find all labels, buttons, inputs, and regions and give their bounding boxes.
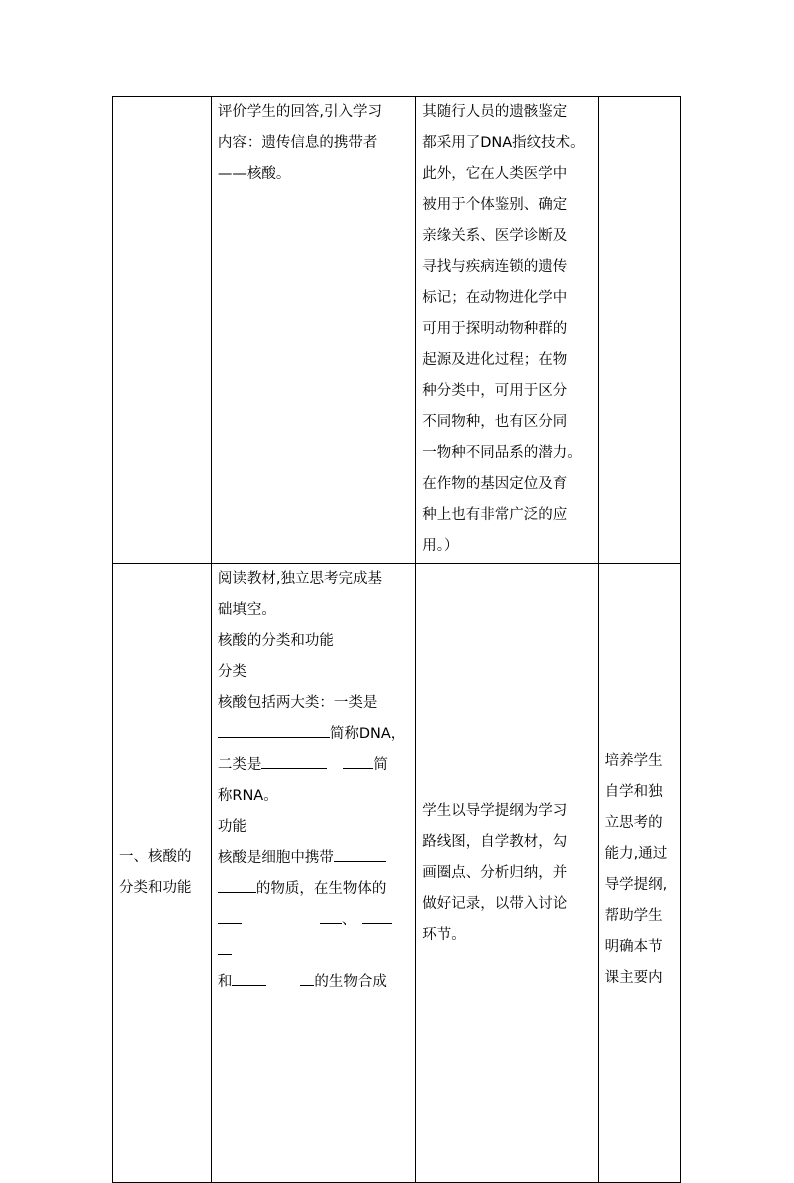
text-line: 内容：遗传信息的携带者 — [217, 135, 378, 151]
text-line: 导学提纲, — [604, 877, 668, 893]
text-line: 可用于探明动物种群的 — [422, 321, 568, 337]
fill-blank[interactable] — [232, 971, 266, 986]
heading-line: 功能 — [217, 819, 247, 835]
text-line: 种上也有非常广泛的应 — [422, 507, 568, 523]
text-line: 用。） — [422, 538, 459, 554]
lesson-plan-table — [112, 96, 681, 1183]
row2-student-activity-cell — [416, 564, 598, 1183]
text-line: 础填空。 — [217, 602, 276, 618]
text-line: 起源及进化过程；在物 — [422, 352, 568, 368]
text-line: 画圈点、分析归纳，并 — [422, 864, 568, 881]
fill-line: 、 — [218, 905, 409, 936]
text-line: 明确本节 — [604, 939, 663, 955]
text-line: 立思考的 — [604, 815, 663, 831]
text-line: 评价学生的回答,引入学习 — [217, 104, 382, 120]
text-line: 寻找与疾病连锁的遗传 — [422, 259, 568, 275]
row1-teacher-activity-cell — [211, 97, 415, 564]
text-line: 称RNA。 — [217, 788, 278, 804]
text-line: 核酸包括两大类：一类是 — [217, 695, 378, 711]
text-line: 培养学生 — [604, 753, 663, 769]
text-line: 在作物的基因定位及育 — [422, 476, 568, 492]
fill-line: 核酸是细胞中携带 — [218, 843, 409, 874]
fill-line: 和 的生物合成 — [218, 967, 409, 998]
fill-blank[interactable] — [362, 909, 392, 924]
fill-blank[interactable] — [261, 754, 327, 769]
stage-title-line: 分类和功能 — [119, 880, 192, 896]
text-line: 阅读教材,独立思考完成基 — [217, 571, 382, 587]
row1-design-intent-cell — [598, 97, 680, 564]
fill-blank[interactable] — [334, 847, 386, 862]
text-line: 帮助学生 — [604, 908, 663, 924]
fill-blank[interactable] — [218, 878, 256, 893]
table-row — [113, 97, 681, 564]
fill-blank[interactable] — [343, 754, 373, 769]
row1-stage-cell — [113, 97, 212, 564]
row2-design-intent-cell — [598, 564, 680, 1183]
fill-line: 简称DNA， — [218, 719, 409, 750]
text-line: 其随行人员的遗骸鉴定 — [422, 104, 568, 120]
fill-line — [218, 936, 409, 967]
text-line: 一物种不同品系的潜力。 — [422, 445, 582, 461]
text-line: 自学和独 — [604, 784, 663, 800]
fill-line: 的物质，在生物体的 — [218, 874, 409, 905]
text-line: 课主要内 — [604, 970, 663, 986]
text-line: 被用于个体鉴别、确定 — [422, 197, 568, 213]
table-row — [113, 564, 681, 1183]
text-line: 路线图，自学教材，勾 — [422, 833, 568, 850]
fill-blank[interactable] — [218, 909, 242, 924]
text-line: 不同物种，也有区分同 — [422, 414, 568, 430]
fill-blank[interactable] — [218, 940, 232, 955]
row1-student-activity-cell — [416, 97, 598, 564]
text-line: 都采用了DNA指纹技术。 — [422, 135, 585, 151]
fill-line: 二类是 简 — [218, 750, 409, 781]
text-line: 此外，它在人类医学中 — [422, 166, 568, 182]
text-line: 标记；在动物进化学中 — [422, 290, 568, 306]
row2-teacher-activity-cell — [211, 564, 415, 1183]
text-line: 学生以导学提纲为学习 — [422, 802, 568, 819]
text-line: ——核酸。 — [217, 166, 291, 182]
fill-blank[interactable] — [218, 723, 330, 738]
fill-blank[interactable] — [320, 909, 342, 924]
text-line: 亲缘关系、医学诊断及 — [422, 228, 568, 244]
heading-line: 核酸的分类和功能 — [217, 633, 334, 649]
row2-stage-cell — [113, 564, 212, 1183]
fill-blank[interactable] — [300, 971, 314, 986]
heading-line: 分类 — [217, 664, 247, 680]
text-line: 环节。 — [422, 926, 466, 943]
text-line: 做好记录，以带入讨论 — [422, 895, 568, 912]
text-line: 种分类中，可用于区分 — [422, 383, 568, 399]
stage-title-line: 一、核酸的 — [119, 849, 192, 865]
text-line: 能力,通过 — [604, 846, 668, 862]
